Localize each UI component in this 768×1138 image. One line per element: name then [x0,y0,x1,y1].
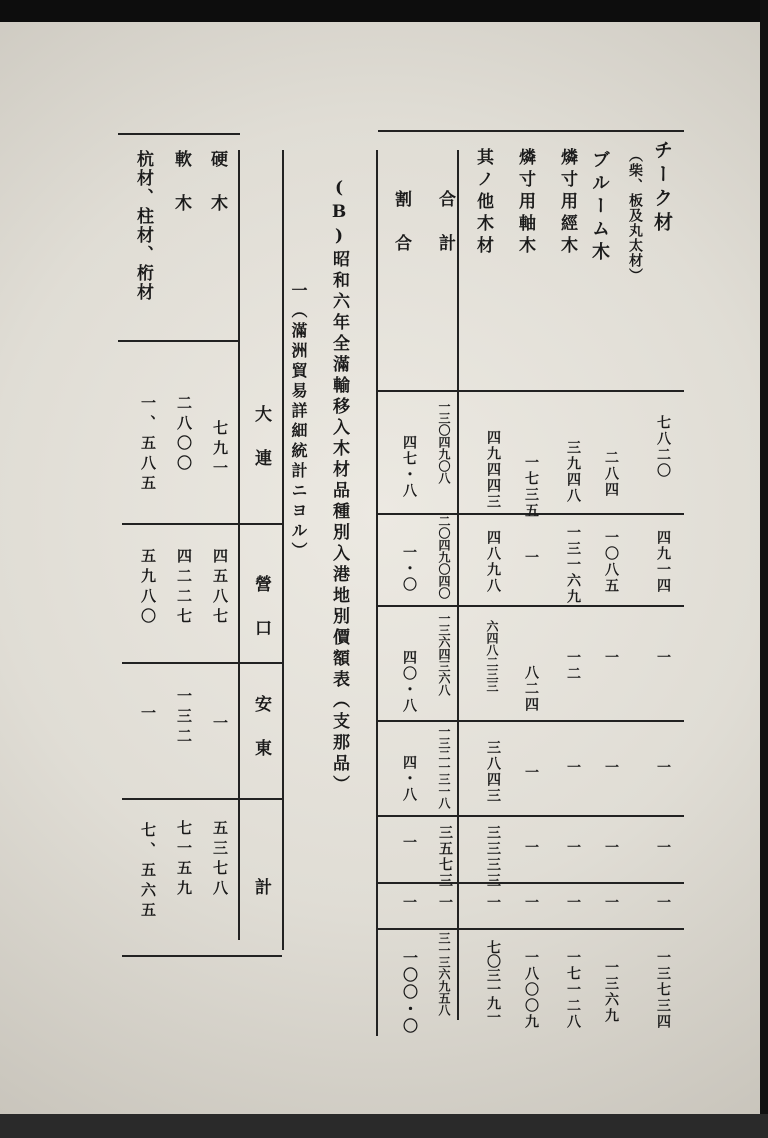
table-a-top-rule [378,130,684,132]
table-a-cell: 七八二〇 [655,415,671,479]
table-b-row-rule [122,523,282,525]
document-page [0,22,760,1114]
table-a-row-rule [378,815,684,817]
table-a-cell: 一七一二八 [565,950,581,1030]
table-a-cell: 一三六九 [603,960,619,1024]
row-label: 割 合 [391,190,411,256]
table-b-cell: 七、五六五 [139,822,157,922]
table-a-cell: 一三二一三一八 [437,725,451,809]
row-label: チーク材 [651,140,673,236]
table-a-cell: 一 [401,835,417,851]
table-b-cell: 四二二七 [175,548,193,628]
row-label: ブルーム木 [589,150,610,265]
table-a-cell: 一 [401,895,417,911]
table-b-cell: 四五八七 [211,548,229,628]
table-a-cell: 一 [603,895,619,911]
table-a-cell: 一七三五 [523,455,539,519]
table-a-column-rule [457,150,459,1020]
table-a-cell: 二八四 [603,450,619,498]
table-a-cell: 一 [655,895,671,911]
table-a-cell: 二〇四九〇四〇 [437,515,451,599]
table-a-row-rule [378,882,684,884]
table-a-cell: 一 [485,895,501,911]
table-a-cell: 一 [655,760,671,776]
table-a-cell: 一三七三四 [655,950,671,1030]
table-a-cell: 一 [565,760,581,776]
table-b-row-rule [122,662,282,664]
table-a-row-rule [378,720,684,722]
row-label: 軟 木 [171,150,191,216]
table-b-cell: 五九八〇 [139,548,157,628]
table-a-cell: 四九四四三 [485,430,501,510]
table-a-cell: 一 [603,650,619,666]
table-a-row-rule [378,605,684,607]
table-a-cell: 八二四 [523,665,539,713]
table-b-cell: 一三二 [175,688,193,748]
table-b-right-rule [282,150,284,950]
row-label: 硬 木 [207,150,227,216]
table-a-cell: 一三一六九 [565,525,581,605]
table-a-cell: 一 [565,895,581,911]
table-a-cell: 一 [437,895,453,911]
table-b-header-column-rule [238,150,240,940]
table-a-header-rule [378,390,684,392]
table-a-cell: 三一三六九五八 [437,932,451,1016]
row-label: 合 計 [435,190,455,256]
table-a-cell: 一 [565,840,581,856]
column-header-anto: 安 東 [251,695,271,761]
table-a-cell: 四〇・八 [401,650,417,714]
table-a-cell: 七〇三一九一 [485,940,501,1024]
scan-bottom-border [0,1114,768,1138]
table-b-subtitle: 一（滿洲貿易詳細統計ニヨル） [289,282,308,562]
table-b-title: (B)昭和六年全滿輸移入木材品種別入港地別價額表（支那品） [329,178,349,796]
table-b-cell: 五三七八 [211,820,229,900]
table-b-top-rule [118,133,240,135]
table-a-cell: 一 [655,650,671,666]
table-a-cell: 一 [523,895,539,911]
table-a-cell: 一 [655,840,671,856]
table-b-cell: 一 [139,705,157,725]
row-label: 燐寸用軸木 [515,148,535,258]
table-b-cell: 七一五九 [175,820,193,900]
table-a-left-rule [376,150,378,1036]
table-b-cell: 七九一 [211,420,229,480]
table-a-cell: 一・〇 [401,545,417,593]
table-a-cell: 一三六四三六八 [437,612,451,696]
table-a-cell: 六四八二三三 [485,620,499,692]
row-label: 其ノ他木材 [473,148,493,258]
table-a-cell: 一 [603,840,619,856]
table-a-cell: 一 [523,550,539,566]
table-a-cell: 三三三三 [485,825,501,889]
table-a-cell: 一八〇〇九 [523,950,539,1030]
table-a-cell: 四八九八 [485,530,501,594]
table-a-cell: 三九四八 [565,440,581,504]
table-b-cell: 一、五八五 [139,395,157,495]
table-a-cell: 四九一四 [655,530,671,594]
table-a-cell: 一 [523,840,539,856]
table-a-cell: 一〇〇・〇 [401,950,419,1035]
table-a-cell: 四七・八 [401,435,417,499]
scan-top-border [0,0,768,22]
column-header-total: 計 [251,878,271,900]
table-a-cell: 一二 [565,650,581,682]
table-b-cell: 二八〇〇 [175,395,193,475]
table-b-bottom-rule [122,955,282,957]
row-label: 燐寸用經木 [557,148,577,258]
table-a-cell: 一三〇四九〇八 [437,400,451,484]
table-a-cell: 一〇八五 [603,530,619,594]
table-a-row-rule [378,928,684,930]
table-a-cell: 一 [523,765,539,781]
table-b-cell: 一 [211,715,229,735]
table-a-cell: 三八四三 [485,740,501,804]
table-a-cell: 四・八 [401,755,417,803]
column-header-dairen: 大 連 [251,405,271,471]
table-b-row-rule [122,798,282,800]
table-a-cell: 三五七三 [437,825,453,889]
column-header-eiko: 營 口 [251,575,271,641]
row-label-note: （柴、板及丸太材） [627,148,643,283]
table-b-header-rule [118,340,240,342]
scan-right-border [760,0,768,1138]
row-label: 杭材、柱材、桁材 [133,150,153,302]
table-a-cell: 一 [603,760,619,776]
